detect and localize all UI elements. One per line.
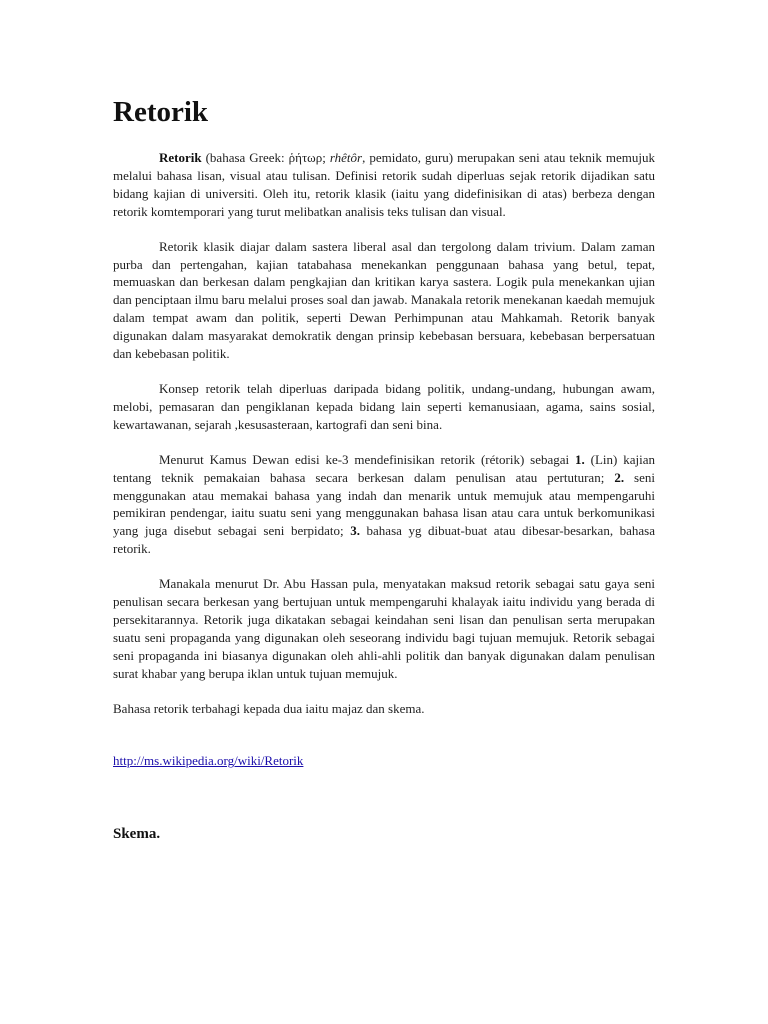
definition-number-1: 1.	[575, 451, 585, 467]
source-link-container	[113, 752, 655, 770]
paragraph-classical-rhetoric: Retorik klasik diajar dalam sastera liberal asal dan tergolong dalam trivium. Dalam zaman purba dan pertengahan, kajian tatabahasa menekankan penggunaan bahasa yang betul, tepat, memuaskan dan berkesan dalam pengkajian dan kritikan karya sastera. Logik pula menekankan ujian dan penciptaan ilmu baru melalui proses soal dan jawab. Manakala retorik menekanan kaedah memujuk dalam tempat awam dan politik, seperti Dewan Perhimpunan atau Mahkamah. Retorik banyak digunakan dalam masyarakat demokratik dengan prinsip kebebasan bersuara, kebebasan berpersatuan dan kebebasan politik.	[113, 238, 655, 362]
transliteration: rhêtôr	[329, 150, 363, 165]
paragraph-definition: Retorik (bahasa Greek: ῥήτωρ; rhêtôr, pemidato, guru) merupakan seni atau teknik memujuk melalui bahasa lisan, visual atau tulisan. Definisi retorik sudah diperluas sejak retorik dijadikan satu bidang kajian di universiti. Oleh itu, retorik klasik (iaitu yang didefinisikan di atas) berbeza dengan retorik komtemporari yang turut melibatkan analisis teks tulisan dan visual.	[113, 150, 655, 219]
page-title: Retorik	[113, 96, 209, 128]
document-body	[113, 92, 655, 844]
paragraph-types: Bahasa retorik terbahagi kepada dua iaitu majaz dan skema.	[113, 700, 425, 716]
definition-number-3: 3.	[350, 523, 360, 539]
source-link[interactable]: http://ms.wikipedia.org/wiki/Retorik	[113, 753, 304, 769]
term-bold: Retorik	[159, 150, 202, 165]
definition-number-2: 2.	[614, 469, 625, 485]
section-heading-skema: Skema.	[113, 826, 161, 843]
paragraph-kamus-dewan: Menurut Kamus Dewan edisi ke-3 mendefinisikan retorik (rétorik) sebagai 1. (Lin) kajian tentang teknik pemakaian bahasa secara berkesan dalam penulisan atau pertuturan; 2. seni menggunakan atau memakai bahasa yang indah dan menarik untuk memujuk atau mempengaruhi pemikiran pendengar, iaitu suatu seni yang menggunakan bahasa lisan atau cara untuk berkomunikasi yang juga disebut sebagai seni berpidato; 3. bahasa yg dibuat-buat atau dibesar-besarkan, bahasa retorik.	[113, 451, 656, 557]
paragraph-abu-hassan: Manakala menurut Dr. Abu Hassan pula, menyatakan maksud retorik sebagai satu gaya seni penulisan secara berkesan yang bertujuan untuk mempengaruhi khalayak iaitu individu yang berada di persekitarannya. Retorik juga dikatakan sebagai keindahan seni lisan dan penulisan serta merupakan suatu seni propaganda yang digunakan oleh seseorang individu bagi tujuan memujuk. Retorik sebagai seni propaganda ini biasanya digunakan oleh ahli-ahli politik dan banyak digunakan dalam penulisan surat khabar yang berupa iklan untuk tujuan memujuk.	[113, 576, 655, 681]
greek-term: ῥήτωρ	[288, 150, 323, 165]
paragraph-concept-expansion: Konsep retorik telah diperluas daripada bidang politik, undang-undang, hubungan awam, melobi, pemasaran dan pengiklanan kepada bidang lain seperti kemanusiaan, agama, sains sosial, kewartawanan, sejarah ,kesusasteraan, kartografi dan seni bina.	[113, 380, 655, 432]
